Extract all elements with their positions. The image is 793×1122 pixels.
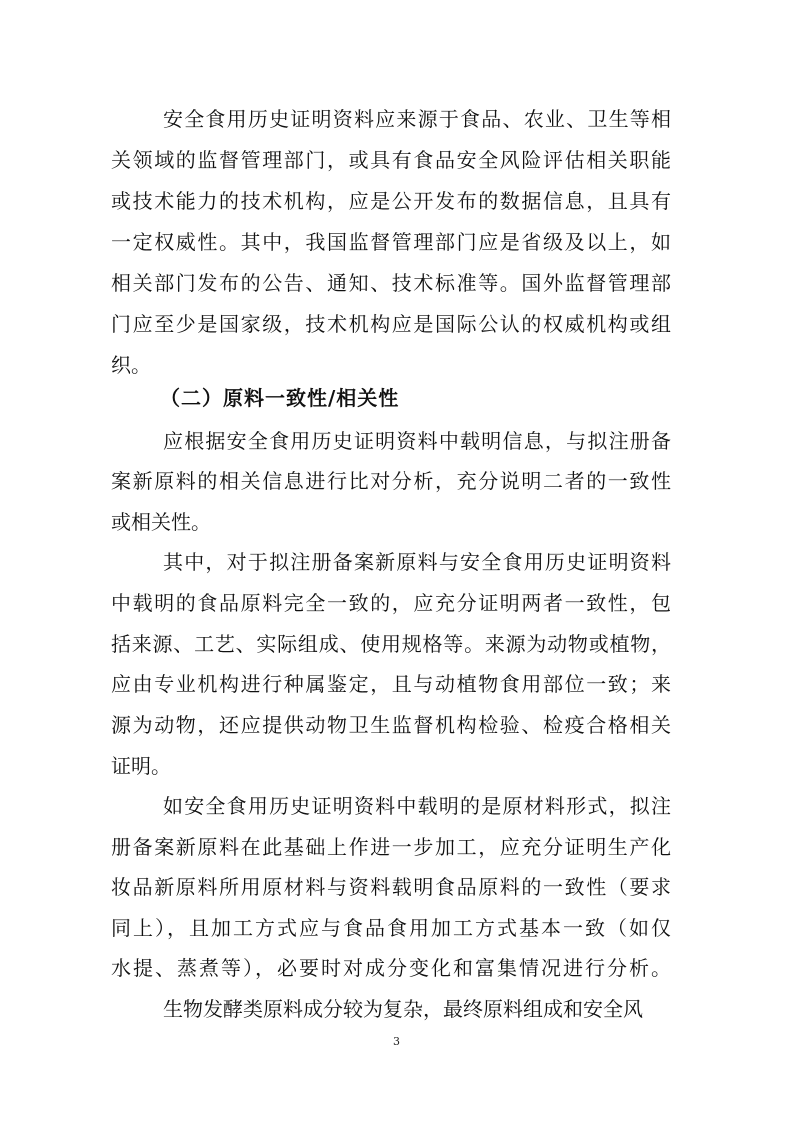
paragraph-line: 册备案新原料在此基础上作进一步加工，应充分证明生产化 <box>111 835 671 859</box>
paragraph-line: 如安全食用历史证明资料中载明的是原材料形式，拟注 <box>163 794 671 818</box>
paragraph-line: 其中，对于拟注册备案新原料与安全食用历史证明资料 <box>163 550 671 574</box>
page-number: 3 <box>393 1035 400 1048</box>
paragraph-line: 一定权威性。其中，我国监督管理部门应是省级及以上，如 <box>111 230 671 254</box>
paragraph-line: 妆品新原料所用原材料与资料载明食品原料的一致性（要求 <box>111 875 671 899</box>
paragraph-line: 应由专业机构进行种属鉴定，且与动植物食用部位一致；来 <box>111 672 671 696</box>
paragraph-line: 同上），且加工方式应与食品食用加工方式基本一致（如仅 <box>111 916 671 940</box>
paragraph-line: 证明。 <box>111 754 171 778</box>
paragraph-line: 或相关性。 <box>111 510 211 534</box>
paragraph-line: 水提、蒸煮等），必要时对成分变化和富集情况进行分析。 <box>111 956 671 980</box>
paragraph-line: 案新原料的相关信息进行比对分析，充分说明二者的一致性 <box>111 469 671 493</box>
paragraph-line: 括来源、工艺、实际组成、使用规格等。来源为动物或植物， <box>111 632 671 656</box>
paragraph-line: 中载明的食品原料完全一致的，应充分证明两者一致性，包 <box>111 591 671 615</box>
paragraph-line: 源为动物，还应提供动物卫生监督机构检验、检疫合格相关 <box>111 713 671 737</box>
paragraph-line: 关领域的监督管理部门，或具有食品安全风险评估相关职能 <box>111 148 671 172</box>
paragraph-line: 生物发酵类原料成分较为复杂，最终原料组成和安全风 <box>163 997 643 1021</box>
paragraph-line: 织。 <box>111 353 151 377</box>
paragraph-line: 或技术能力的技术机构，应是公开发布的数据信息，且具有 <box>111 189 671 213</box>
paragraph-line: 安全食用历史证明资料应来源于食品、农业、卫生等相 <box>163 107 671 131</box>
paragraph-line: 相关部门发布的公告、通知、技术标准等。国外监督管理部 <box>111 271 671 295</box>
paragraph-line: 门应至少是国家级，技术机构应是国际公认的权威机构或组 <box>111 312 671 336</box>
section-heading: （二）原料一致性/相关性 <box>160 386 400 410</box>
paragraph-line: 应根据安全食用历史证明资料中载明信息，与拟注册备 <box>163 429 671 453</box>
